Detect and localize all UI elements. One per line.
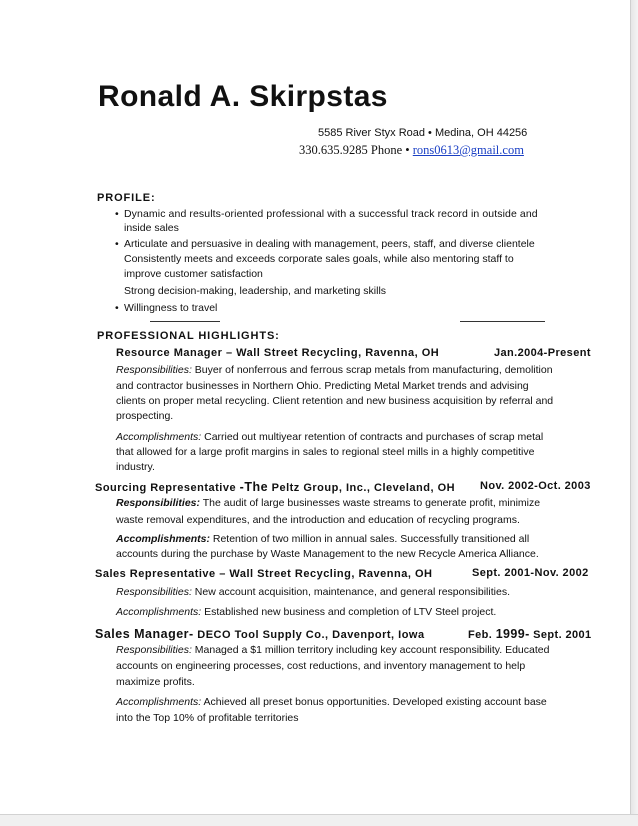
profile-heading: PROFILE:	[97, 192, 156, 204]
responsibilities-label: Responsibilities:	[116, 644, 192, 656]
job-role: Sales Manager-	[95, 627, 194, 641]
responsibilities-text: maximize profits.	[116, 676, 195, 688]
accomplishments-text: Carried out multiyear retention of contracts and purchases of scrap metal	[204, 431, 544, 443]
job-accomplishments	[116, 606, 496, 619]
job-dates: Sept. 2001-Nov. 2002	[472, 567, 589, 579]
accomplishments-label: Accomplishments:	[116, 606, 202, 618]
responsibilities-text: The audit of large businesses waste streams to generate profit, minimize	[202, 497, 541, 509]
address-line: 5585 River Styx Road • Medina, OH 44256	[318, 127, 528, 139]
responsibilities-text: New account acquisition, maintenance, and general responsibilities.	[194, 586, 510, 598]
job-company-prefix: -The	[239, 480, 269, 494]
accomplishments-text: into the Top 10% of profitable territories	[116, 712, 299, 724]
email-link[interactable]: rons0613@gmail.com	[412, 143, 524, 157]
divider-rule	[150, 321, 220, 322]
profile-line: Articulate and persuasive in dealing with management, peers, staff, and diverse clientele	[124, 238, 535, 250]
page-edge-right	[630, 0, 638, 826]
responsibilities-text: accounts on engineering processes, cost reductions, and inventory management to help	[116, 660, 526, 672]
bullet-marker: •	[115, 238, 119, 250]
job-dates: Jan.2004-Present	[494, 347, 591, 359]
job-title	[95, 480, 455, 494]
page-edge-bottom	[0, 814, 638, 826]
accomplishments-label: Accomplishments:	[116, 533, 210, 545]
profile-line: Willingness to travel	[124, 302, 218, 314]
profile-line: inside sales	[124, 222, 179, 234]
profile-line: Consistently meets and exceeds corporate sales goals, while also mentoring staff to	[124, 253, 514, 265]
job-responsibilities	[116, 586, 510, 599]
bullet-marker: •	[115, 302, 119, 314]
job-accomplishments	[116, 696, 547, 709]
job-dates	[468, 627, 592, 641]
accomplishments-text: industry.	[116, 461, 155, 473]
responsibilities-text: and contractor businesses in Northern Ohio. Predicting Metal Market trends and advising	[116, 380, 529, 392]
responsibilities-text: Managed a $1 million territory including key account responsibility. Educated	[194, 644, 550, 656]
job-title: Sales Representative – Wall Street Recycling, Ravenna, OH	[95, 568, 433, 580]
profile-line: improve customer satisfaction	[124, 268, 263, 280]
job-company: DECO Tool Supply Co., Davenport, Iowa	[197, 629, 425, 641]
responsibilities-text: waste removal expenditures, and the introduction and education of recycling programs.	[116, 514, 520, 526]
accomplishments-text: accounts during the purchase by Waste Management to the new Recycle America Alliance.	[116, 548, 539, 560]
highlights-heading: PROFESSIONAL HIGHLIGHTS:	[97, 330, 280, 342]
job-responsibilities	[116, 364, 553, 377]
job-company: Peltz Group, Inc., Cleveland, OH	[271, 482, 456, 494]
accomplishments-text: Retention of two million in annual sales. Successfully transitioned all	[212, 533, 530, 545]
profile-line: Dynamic and results-oriented professional with a successful track record in outside and	[124, 208, 538, 220]
responsibilities-text: Buyer of nonferrous and ferrous scrap metals from manufacturing, demolition	[194, 364, 553, 376]
job-date-end: Sept. 2001	[533, 629, 592, 641]
responsibilities-label: Responsibilities:	[116, 497, 201, 509]
accomplishments-text: that allowed for a large profit margins in sales to regional steel mills in a highly competitive	[116, 446, 535, 458]
accomplishments-label: Accomplishments:	[116, 696, 202, 708]
responsibilities-label: Responsibilities:	[116, 586, 192, 598]
job-date-start: Feb.	[468, 629, 493, 641]
contact-line	[299, 143, 524, 158]
profile-line: Strong decision-making, leadership, and marketing skills	[124, 285, 387, 297]
job-responsibilities	[116, 497, 540, 510]
bullet-marker: •	[115, 208, 119, 220]
job-accomplishments	[116, 431, 543, 444]
accomplishments-label: Accomplishments:	[116, 431, 202, 443]
job-accomplishments	[116, 533, 529, 546]
responsibilities-label: Responsibilities:	[116, 364, 192, 376]
responsibilities-text: prospecting.	[116, 410, 174, 422]
job-dates: Nov. 2002-Oct. 2003	[480, 480, 591, 492]
job-responsibilities	[116, 644, 549, 657]
divider-rule	[460, 321, 545, 322]
accomplishments-text: Achieved all preset bonus opportunities. Developed existing account base	[203, 696, 547, 708]
job-title: Resource Manager – Wall Street Recycling, Ravenna, OH	[116, 347, 440, 359]
job-role: Sourcing Representative	[95, 482, 237, 494]
phone-text: 330.635.9285 Phone •	[299, 143, 410, 157]
job-title	[95, 627, 425, 641]
accomplishments-text: Established new business and completion of LTV Steel project.	[204, 606, 497, 618]
resume-name: Ronald A. Skirpstas	[98, 80, 388, 113]
responsibilities-text: clients on proper metal recycling. Client retention and new business acquisition by referral and	[116, 395, 554, 407]
job-date-year: 1999-	[495, 627, 530, 641]
